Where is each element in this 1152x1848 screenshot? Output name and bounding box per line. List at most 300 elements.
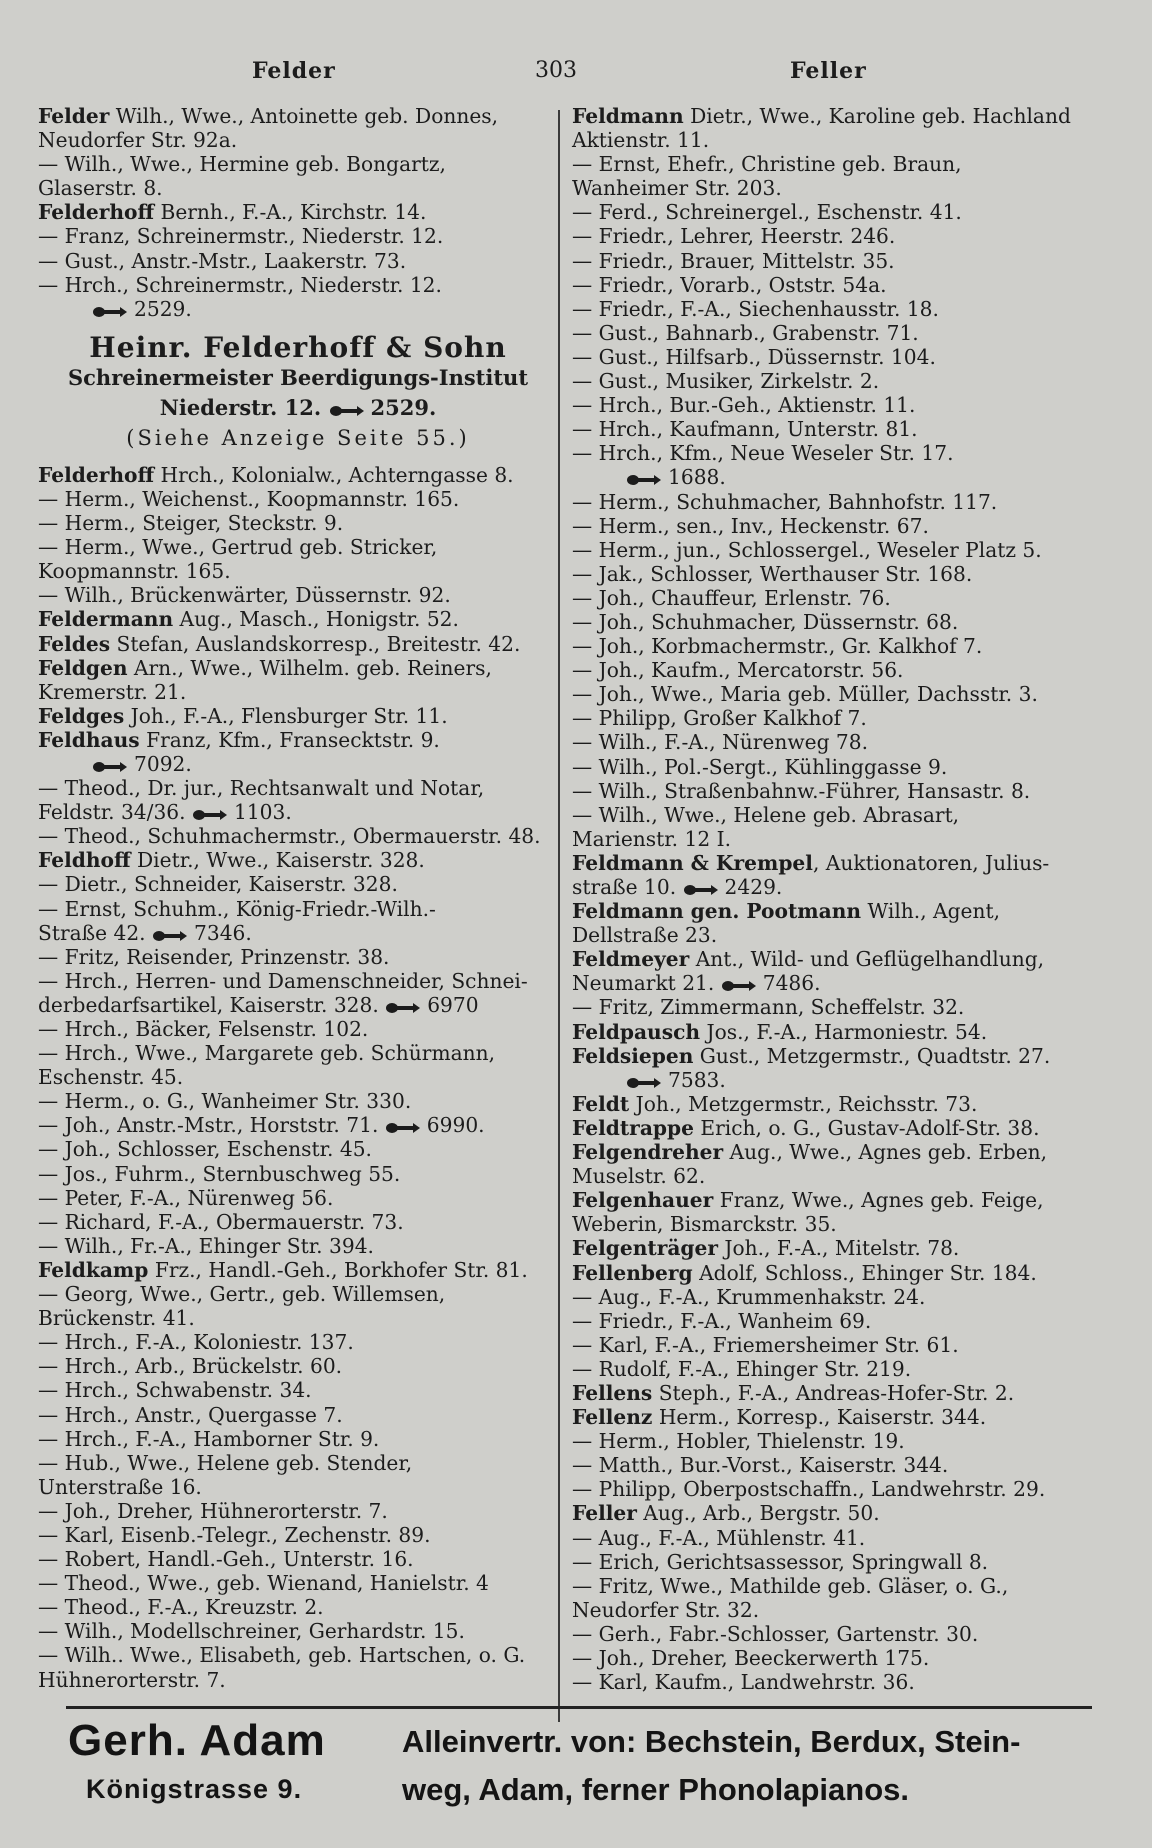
directory-entry [572, 369, 1102, 393]
entry-text: — Herm., Hobler, Thielenstr. 19. [572, 1429, 905, 1454]
entry-surname: Feldmann & Krempel [572, 850, 813, 875]
directory-entry [38, 607, 558, 631]
entry-text: — Wilh., Fr.-A., Ehinger Str. 394. [38, 1233, 374, 1258]
entry-text: Unterstraße 16. [38, 1474, 202, 1499]
telephone-icon [626, 1076, 662, 1090]
directory-entry [572, 490, 1102, 514]
telephone-icon [152, 929, 188, 943]
entry-surname: Feldmeyer [572, 947, 690, 972]
entry-text: — Erich, Gerichtsassessor, Springwall 8. [572, 1549, 989, 1574]
directory-entry [38, 897, 558, 921]
entry-text: — Gust., Musiker, Zirkelstr. 2. [572, 369, 880, 394]
entry-phone: 1688. [668, 465, 726, 490]
entry-text: Kremerstr. 21. [38, 679, 187, 704]
entry-text: — Wilh., Wwe., Helene geb. Abrasart, [572, 802, 960, 827]
directory-entry [38, 1427, 558, 1451]
directory-entry [572, 1092, 1102, 1116]
directory-entry [572, 1574, 1102, 1598]
telephone-icon [683, 883, 719, 897]
entry-text: Neudorfer Str. 32. [572, 1597, 760, 1622]
directory-entry [572, 875, 1102, 899]
directory-entry [572, 1333, 1102, 1357]
entry-text: Aug., Arb., Bergstr. 50. [636, 1501, 880, 1526]
directory-entry [572, 1261, 1102, 1285]
advert-note: (Siehe Anzeige Seite 55.) [126, 425, 470, 450]
entry-text: — Karl, Eisenb.-Telegr., Zechenstr. 89. [38, 1522, 431, 1547]
directory-entry [38, 945, 558, 969]
entry-text: — Herm., sen., Inv., Heckenstr. 67. [572, 513, 929, 538]
entry-text: — Peter, F.-A., Nürenweg 56. [38, 1185, 334, 1210]
header-right-keyword: Feller [790, 58, 867, 84]
directory-entry [38, 1619, 558, 1643]
entry-text: — Hrch., Anstr., Quergasse 7. [38, 1402, 343, 1427]
entry-surname: Feldkamp [38, 1257, 149, 1282]
entry-text: — Herm., o. G., Wanheimer Str. 330. [38, 1089, 412, 1114]
entry-text: — Wilh., Wwe., Hermine geb. Bongartz, [38, 152, 446, 177]
directory-entry [38, 776, 558, 800]
entry-surname: Felgenträger [572, 1236, 719, 1261]
entry-text: Gust., Metzgermstr., Quadtstr. 27. [693, 1043, 1051, 1068]
directory-entry [38, 1258, 558, 1282]
entry-text: — Friedr., F.-A., Wanheim 69. [572, 1308, 872, 1333]
directory-entry [572, 1309, 1102, 1333]
entry-text: Frz., Handl.-Geh., Borkhofer Str. 81. [148, 1257, 528, 1282]
entry-phone: 2529. [134, 296, 192, 321]
advert-address: Niederstr. 12. [159, 394, 322, 420]
directory-entry [38, 249, 558, 273]
banner-company-name: Gerh. Adam [68, 1716, 326, 1765]
directory-entry [572, 321, 1102, 345]
entry-text: — Philipp, Großer Kalkhof 7. [572, 706, 867, 731]
entry-text: — Hrch., F.-A., Koloniestr. 137. [38, 1330, 354, 1355]
directory-entry [38, 1041, 558, 1065]
entry-text: Stefan, Auslandskorresp., Breitestr. 42. [110, 631, 521, 656]
banner-line-1: Alleinvertr. von: Bechstein, Berdux, Stein- [402, 1724, 1021, 1759]
directory-entry [38, 224, 558, 248]
directory-entry [38, 1499, 558, 1523]
page-header [0, 54, 1152, 94]
entry-text: — Hrch., Kfm., Neue Weseler Str. 17. [572, 441, 954, 466]
directory-entry [572, 1044, 1102, 1068]
directory-entry [572, 610, 1102, 634]
directory-entry [38, 1186, 558, 1210]
entry-text: Straße 42. [38, 920, 146, 945]
directory-entry [38, 128, 558, 152]
entry-text: — Joh., Korbmachermstr., Gr. Kalkhof 7. [572, 634, 983, 659]
entry-surname: Feldpausch [572, 1019, 701, 1044]
entry-surname: Feldgen [38, 655, 128, 680]
entry-text: — Wilh., Pol.-Sergt., Kühlinggasse 9. [572, 754, 948, 779]
directory-entry [38, 680, 558, 704]
entry-text: — Theod., Schuhmachermstr., Obermauerstr. 48. [38, 824, 541, 849]
entry-text: — Franz, Schreinermstr., Niederstr. 12. [38, 224, 444, 249]
directory-entry [38, 297, 558, 321]
entry-text: — Gust., Anstr.-Mstr., Laakerstr. 73. [38, 248, 407, 273]
directory-entry [572, 1646, 1102, 1670]
entry-text: — Ferd., Schreinergel., Eschenstr. 41. [572, 200, 962, 225]
directory-entry [572, 755, 1102, 779]
directory-entry [572, 1285, 1102, 1309]
directory-entry [572, 465, 1102, 489]
entry-text: — Herm., Schuhmacher, Bahnhofstr. 117. [572, 489, 998, 514]
directory-entry [572, 923, 1102, 947]
directory-entry [572, 730, 1102, 754]
banner-line-2: weg, Adam, ferner Phonolapianos. [402, 1772, 909, 1807]
entry-text: — Herm., Steiger, Steckstr. 9. [38, 511, 344, 536]
directory-entry [38, 1668, 558, 1692]
entry-text: — Joh., Schlosser, Eschenstr. 45. [38, 1137, 372, 1162]
directory-entry [572, 152, 1102, 176]
entry-text: Muselstr. 62. [572, 1164, 706, 1189]
directory-entry [38, 1282, 558, 1306]
directory-entry [38, 511, 558, 535]
directory-entry [572, 200, 1102, 224]
entry-text: Joh., F.-A., Flensburger Str. 11. [124, 703, 448, 728]
directory-entry [38, 1306, 558, 1330]
entry-text: — Joh., Wwe., Maria geb. Müller, Dachsstr. 3. [572, 682, 1038, 707]
entry-text: Neumarkt 21. [572, 971, 715, 996]
entry-phone: 6970 [427, 992, 479, 1017]
entry-phone: 6990. [426, 1113, 485, 1138]
entry-text: — Herm., jun., Schlossergel., Weseler Platz 5. [572, 537, 1042, 562]
directory-entry [572, 658, 1102, 682]
directory-entry [38, 921, 558, 945]
entry-text: Hrch., Kolonialw., Achterngasse 8. [154, 462, 514, 487]
entry-text: — Wilh., Straßenbahnw.-Führer, Hansastr. 8. [572, 778, 1031, 803]
directory-entry [572, 706, 1102, 730]
directory-entry [572, 1212, 1102, 1236]
directory-entry [572, 538, 1102, 562]
telephone-icon [192, 808, 228, 822]
directory-entry [572, 1188, 1102, 1212]
directory-entry [572, 249, 1102, 273]
entry-text: Wilh., Wwe., Antoinette geb. Donnes, [109, 104, 499, 128]
directory-entry [38, 1137, 558, 1161]
telephone-icon [626, 473, 662, 487]
directory-entry [572, 779, 1102, 803]
directory-entry [572, 995, 1102, 1019]
entry-text: — Hrch., Arb., Brückelstr. 60. [38, 1354, 343, 1379]
entry-text: — Hrch., Schreinermstr., Niederstr. 12. [38, 272, 442, 297]
entry-text: straße 10. [572, 875, 677, 899]
entry-text: — Fritz, Zimmermann, Scheffelstr. 32. [572, 995, 965, 1020]
entry-text: — Aug., F.-A., Mühlenstr. 41. [572, 1525, 866, 1550]
directory-entry [38, 1451, 558, 1475]
directory-entry [572, 1526, 1102, 1550]
entry-text: derbedarfsartikel, Kaiserstr. 328. [38, 992, 379, 1017]
entry-text: Joh., Metzgermstr., Reichsstr. 73. [629, 1091, 978, 1116]
entry-text: Dietr., Wwe., Kaiserstr. 328. [130, 848, 425, 873]
entry-text: Koopmannstr. 165. [38, 559, 231, 584]
directory-entry [38, 1162, 558, 1186]
entry-text: — Philipp, Oberpostschaffn., Landwehrstr. 29. [572, 1477, 1046, 1502]
entry-text: Herm., Korresp., Kaiserstr. 344. [652, 1405, 987, 1430]
directory-entry [572, 1477, 1102, 1501]
entry-text: — Aug., F.-A., Krummenhakstr. 24. [572, 1284, 926, 1309]
entry-text: — Theod., F.-A., Kreuzstr. 2. [38, 1595, 324, 1620]
directory-entry [38, 800, 558, 824]
directory-entry [38, 872, 558, 896]
entry-text: — Joh., Schuhmacher, Düssernstr. 68. [572, 609, 959, 634]
directory-entry [572, 899, 1102, 923]
entry-text: Steph., F.-A., Andreas-Hofer-Str. 2. [652, 1380, 1015, 1405]
entry-text: , Auktionatoren, Julius- [812, 850, 1050, 875]
entry-surname: Feller [572, 1501, 637, 1526]
directory-entry [38, 752, 558, 776]
telephone-icon [92, 305, 128, 319]
entry-text: — Theod., Wwe., geb. Wienand, Hanielstr. 4 [38, 1571, 489, 1596]
entry-text: — Wilh., Brückenwärter, Düssernstr. 92. [38, 583, 451, 608]
entry-text: — Gust., Hilfsarb., Düssernstr. 104. [572, 344, 936, 369]
entry-surname: Felder [38, 104, 110, 128]
entry-surname: Feldt [572, 1091, 630, 1116]
directory-entry [572, 803, 1102, 827]
entry-text: — Friedr., Lehrer, Heerstr. 246. [572, 224, 896, 249]
directory-entry [572, 947, 1102, 971]
directory-entry [572, 176, 1102, 200]
entry-text: — Rudolf, F.-A., Ehinger Str. 219. [572, 1356, 912, 1381]
column-divider [558, 110, 560, 1722]
page-number: 303 [535, 58, 577, 83]
right-column [572, 104, 1102, 1694]
directory-entry [38, 1065, 558, 1089]
directory-entry [38, 1523, 558, 1547]
entry-text: Aug., Masch., Honigstr. 52. [173, 607, 459, 632]
directory-entry [38, 273, 558, 297]
entry-text: — Dietr., Schneider, Kaiserstr. 328. [38, 872, 398, 897]
directory-entry [38, 1547, 558, 1571]
directory-entry [572, 1164, 1102, 1188]
directory-entry [572, 1020, 1102, 1044]
directory-entry [572, 273, 1102, 297]
entry-text: — Friedr., F.-A., Siechenhausstr. 18. [572, 296, 939, 321]
directory-entry [572, 1140, 1102, 1164]
directory-entry [572, 1405, 1102, 1429]
advert-title: Heinr. Felderhoff & Sohn [89, 330, 507, 364]
entry-text: Franz, Wwe., Agnes geb. Feige, [713, 1188, 1044, 1213]
entry-phone: 7583. [668, 1067, 726, 1092]
entry-text: Franz, Kfm., Fransecktstr. 9. [139, 727, 440, 752]
entry-text: — Joh., Chauffeur, Erlenstr. 76. [572, 585, 891, 610]
banner-address: Königstrasse 9. [86, 1774, 303, 1804]
directory-entry [38, 969, 558, 993]
entry-phone: 2429. [724, 875, 783, 899]
entry-text: Jos., F.-A., Harmoniestr. 54. [700, 1019, 988, 1044]
entry-text: — Ernst, Schuhm., König-Friedr.-Wilh.- [38, 896, 436, 921]
directory-entry [38, 535, 558, 559]
entry-text: — Jos., Fuhrm., Sternbuschweg 55. [38, 1161, 401, 1186]
entry-surname: Fellenberg [572, 1260, 693, 1285]
directory-entry [38, 463, 558, 487]
directory-entry [38, 104, 558, 128]
entry-text: — Robert, Handl.-Geh., Unterstr. 16. [38, 1547, 414, 1572]
entry-text: — Ernst, Ehefr., Christine geb. Braun, [572, 152, 962, 177]
entry-text: — Joh., Dreher, Beeckerwerth 175. [572, 1646, 930, 1670]
entry-text: — Hub., Wwe., Helene geb. Stender, [38, 1450, 413, 1475]
entry-text: — Wilh., F.-A., Nürenweg 78. [572, 730, 869, 755]
advert-box [38, 330, 558, 453]
directory-entry [38, 1210, 558, 1234]
directory-entry [572, 393, 1102, 417]
directory-entry [38, 632, 558, 656]
entry-phone: 1103. [233, 800, 292, 825]
entry-text: — Hrch., Bäcker, Felsenstr. 102. [38, 1017, 369, 1041]
entry-text: Aug., Wwe., Agnes geb. Erben, [723, 1140, 1048, 1165]
directory-entry [38, 848, 558, 872]
entry-text: Ant., Wild- und Geflügelhandlung, [689, 947, 1045, 972]
entry-text: Hühnerorterstr. 7. [38, 1667, 226, 1692]
entry-text: — Jak., Schlosser, Werthauser Str. 168. [572, 561, 973, 586]
entry-text: — Fritz, Wwe., Mathilde geb. Gläser, o. G., [572, 1573, 1009, 1598]
directory-entry [38, 728, 558, 752]
telephone-icon [92, 760, 128, 774]
entry-text: — Karl, Kaufm., Landwehrstr. 36. [572, 1670, 915, 1695]
directory-entry [572, 1068, 1102, 1092]
entry-text: — Hrch., Kaufmann, Unterstr. 81. [572, 417, 918, 442]
directory-entry [572, 1622, 1102, 1646]
entry-text: Aktienstr. 11. [572, 128, 710, 153]
entry-surname: Fellenz [572, 1405, 653, 1430]
directory-entry [38, 152, 558, 176]
entry-phone: 7092. [134, 751, 192, 776]
entry-surname: Felderhoff [38, 462, 155, 487]
directory-entry [38, 1113, 558, 1137]
entry-text: — Matth., Bur.-Vorst., Kaiserstr. 344. [572, 1453, 949, 1478]
telephone-icon [385, 1121, 421, 1135]
telephone-icon [721, 979, 757, 993]
advert-trades: Schreinermeister Beerdigungs-Institut [67, 364, 529, 390]
entry-phone: 7486. [762, 971, 821, 996]
directory-entry [38, 1378, 558, 1402]
entry-text: Arn., Wwe., Wilhelm. geb. Reiners, [127, 655, 492, 680]
directory-entry [572, 1116, 1102, 1140]
directory-entry [38, 1234, 558, 1258]
entry-text: — Richard, F.-A., Obermauerstr. 73. [38, 1209, 404, 1234]
directory-entry [38, 704, 558, 728]
directory-entry [572, 514, 1102, 538]
entry-text: — Karl, F.-A., Friemersheimer Str. 61. [572, 1332, 959, 1357]
directory-entry [572, 851, 1102, 875]
banner-divider [66, 1706, 1092, 1709]
entry-text: — Hrch., Schwabenstr. 34. [38, 1378, 312, 1403]
entry-surname: Feldtrappe [572, 1115, 694, 1140]
entry-text: — Joh., Dreher, Hühnerorterstr. 7. [38, 1498, 388, 1523]
entry-text: — Wilh.. Wwe., Elisabeth, geb. Hartschen, o. G. [38, 1643, 526, 1668]
entry-text: Adolf, Schloss., Ehinger Str. 184. [692, 1260, 1037, 1285]
directory-entry [572, 1429, 1102, 1453]
directory-entry [572, 1381, 1102, 1405]
entry-text: Weberin, Bismarckstr. 35. [572, 1212, 837, 1237]
advert-phone: 2529. [370, 394, 437, 420]
directory-entry [38, 656, 558, 680]
entry-text: — Wilh., Modellschreiner, Gerhardstr. 15. [38, 1619, 465, 1644]
directory-entry [572, 1501, 1102, 1525]
directory-entry [572, 562, 1102, 586]
entry-surname: Felgenhauer [572, 1188, 714, 1213]
directory-entry [572, 634, 1102, 658]
entry-text: — Hrch., Bur.-Geh., Aktienstr. 11. [572, 393, 916, 418]
entry-surname: Feldmann gen. Pootmann [572, 899, 862, 924]
entry-text: Wanheimer Str. 203. [572, 176, 782, 201]
directory-entry [572, 682, 1102, 706]
entry-phone: 7346. [194, 920, 252, 945]
entry-text: Erich, o. G., Gustav-Adolf-Str. 38. [693, 1115, 1040, 1140]
directory-entry [38, 993, 558, 1017]
entry-surname: Fellens [572, 1380, 653, 1405]
entry-text: — Gerh., Fabr.-Schlosser, Gartenstr. 30. [572, 1621, 979, 1646]
directory-entry [572, 441, 1102, 465]
entry-surname: Felderhoff [38, 200, 155, 225]
entry-text: Marienstr. 12 I. [572, 826, 731, 851]
entry-text: Eschenstr. 45. [38, 1065, 184, 1090]
entry-text: — Georg, Wwe., Gertr., geb. Willemsen, [38, 1282, 446, 1307]
directory-entry [38, 1354, 558, 1378]
entry-text: Joh., F.-A., Mitelstr. 78. [718, 1236, 960, 1261]
directory-entry [38, 1403, 558, 1427]
entry-text: — Herm., Weichenst., Koopmannstr. 165. [38, 486, 460, 511]
entry-surname: Feldes [38, 631, 111, 656]
directory-entry [572, 417, 1102, 441]
entry-surname: Feldmann [572, 104, 684, 128]
entry-text: — Herm., Wwe., Gertrud geb. Stricker, [38, 535, 438, 560]
directory-entry [38, 1595, 558, 1619]
directory-entry [572, 224, 1102, 248]
entry-text: — Joh., Kaufm., Mercatorstr. 56. [572, 658, 904, 683]
directory-entry [38, 824, 558, 848]
entry-text: — Hrch., F.-A., Hamborner Str. 9. [38, 1426, 380, 1451]
entry-text: — Friedr., Brauer, Mittelstr. 35. [572, 248, 895, 273]
directory-entry [38, 1571, 558, 1595]
entry-text: — Hrch., Herren- und Damenschneider, Schnei- [38, 968, 528, 993]
directory-entry [38, 1475, 558, 1499]
directory-entry [572, 297, 1102, 321]
directory-entry [38, 176, 558, 200]
directory-entry [38, 200, 558, 224]
directory-entry [38, 1089, 558, 1113]
entry-text: — Fritz, Reisender, Prinzenstr. 38. [38, 944, 390, 969]
directory-entry [572, 1670, 1102, 1694]
header-left-keyword: Felder [252, 58, 336, 84]
directory-entry [572, 1357, 1102, 1381]
left-column [38, 104, 558, 1692]
entry-surname: Feldhaus [38, 727, 140, 752]
directory-entry [572, 104, 1102, 128]
entry-surname: Feldsiepen [572, 1043, 694, 1068]
entry-surname: Felgendreher [572, 1140, 724, 1165]
telephone-icon [329, 404, 365, 418]
directory-entry [572, 971, 1102, 995]
directory-entry [572, 586, 1102, 610]
entry-surname: Feldermann [38, 607, 174, 632]
entry-surname: Feldges [38, 703, 125, 728]
entry-text: Glaserstr. 8. [38, 176, 163, 201]
directory-entry [572, 128, 1102, 152]
directory-entry [38, 487, 558, 511]
entry-text: — Friedr., Vorarb., Oststr. 54a. [572, 272, 887, 297]
directory-entry [572, 1598, 1102, 1622]
entry-text: — Theod., Dr. jur., Rechtsanwalt und Notar, [38, 776, 485, 801]
directory-entry [38, 583, 558, 607]
entry-text: Wilh., Agent, [861, 899, 1001, 924]
entry-text: Dietr., Wwe., Karoline geb. Hachland [683, 104, 1071, 128]
directory-entry [38, 1017, 558, 1041]
directory-entry [572, 1453, 1102, 1477]
directory-entry [38, 1643, 558, 1667]
entry-text: Neudorfer Str. 92a. [38, 128, 238, 153]
telephone-icon [385, 1001, 421, 1015]
entry-text: Feldstr. 34/36. [38, 800, 186, 825]
advert-banner [66, 1712, 1096, 1812]
